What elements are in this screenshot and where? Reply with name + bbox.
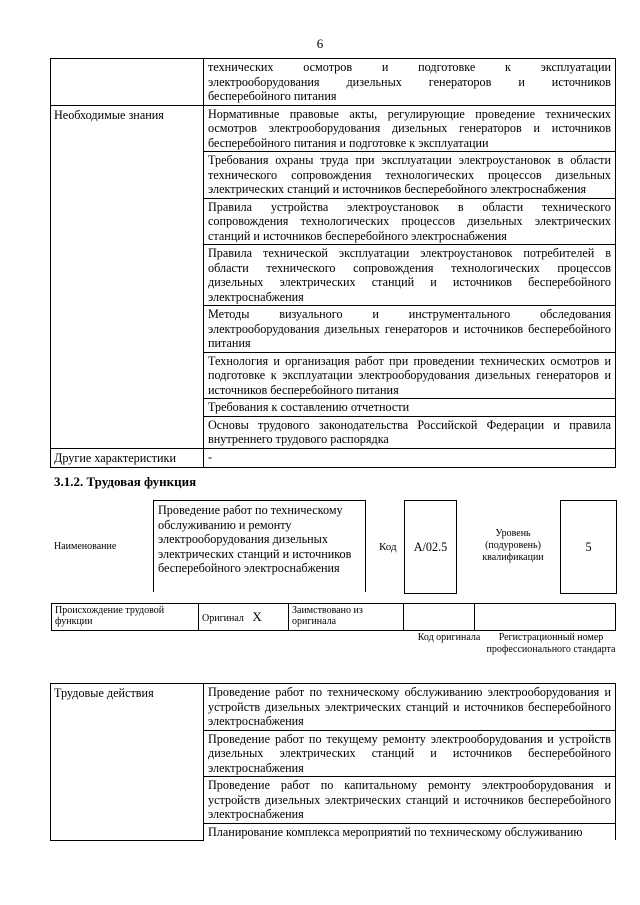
action-item: Планирование комплекса мероприятий по техническому обслуживанию — [204, 823, 616, 840]
knowledge-item: Требования к составлению отчетности — [204, 399, 616, 417]
knowledge-item: Правила технической эксплуатации электроустановок потребителей в области технического сопровождения технологических процессов дизельных электрических станций и источников бесперебойного электроснабжения — [204, 245, 616, 306]
knowledge-item: Требования охраны труда при эксплуатации электроустановок в области технического сопровождения технологических процессов дизельных электрических станций и источников бесперебойного электроснабжения — [204, 152, 616, 199]
other-label: Другие характеристики — [51, 448, 204, 468]
borrowed-label: Заимствовано из оригинала — [289, 604, 404, 631]
section-title: 3.1.2. Трудовая функция — [54, 474, 197, 489]
action-item: Проведение работ по техническому обслуживанию электрооборудования и устройств дизельных электрических станций и источников бесперебойного электроснабжения — [204, 684, 616, 731]
continuation-cell — [204, 59, 616, 106]
continuation-line: электрооборудования дизельных генераторов и источников — [208, 74, 611, 89]
knowledge-item: Основы трудового законодательства Российской Федерации и правила внутреннего трудового распорядка — [204, 416, 616, 448]
level-box: 5 — [560, 500, 617, 594]
actions-label: Трудовые действия — [51, 684, 204, 841]
action-item: Проведение работ по капитальному ремонту электрооборудования и устройств дизельных электрических станций и источников бесперебойного электроснабжения — [204, 777, 616, 824]
origin-label: Происхождение трудовой функции — [52, 604, 199, 631]
original-cell — [199, 604, 289, 631]
level-label: Уровень (подуровень) квалификации — [482, 528, 544, 563]
code-box: A/02.5 — [404, 500, 457, 594]
empty-cell — [51, 59, 204, 106]
name-label: Наименование — [54, 541, 117, 552]
knowledge-label: Необходимые знания — [51, 105, 204, 448]
knowledge-item: Технология и организация работ при проведении технических осмотров и подготовке к эксплуатации электрооборудования дизельных генераторов и источников бесперебойного питания — [204, 352, 616, 399]
page-number: 6 — [316, 36, 324, 51]
function-name-box: Проведение работ по техническому обслуживанию и ремонту электрооборудования дизельных электрических станций и источников бесперебойного электроснабжения — [153, 500, 366, 592]
action-item: Проведение работ по текущему ремонту электрооборудования и устройств дизельных электрических станций и источников бесперебойного электроснабжения — [204, 730, 616, 777]
continuation-line: бесперебойного питания — [208, 89, 337, 103]
original-mark: X — [252, 608, 262, 624]
code-label: Код — [379, 541, 397, 553]
knowledge-item: Нормативные правовые акты, регулирующие проведение технических осмотров электрооборудования дизельных генераторов и источников бесперебойного питания и подготовке к эксплуатации — [204, 105, 616, 152]
code-original-label: Код оригинала — [417, 632, 481, 643]
knowledge-item: Методы визуального и инструментального обследования электрооборудования дизельных генераторов и источников бесперебойного питания — [204, 306, 616, 353]
other-value: - — [204, 448, 616, 468]
knowledge-table — [50, 58, 616, 468]
reg-number-cell — [475, 604, 616, 631]
continuation-line: технических осмотров и подготовке к эксплуатации — [208, 60, 611, 74]
original-label: Оригинал — [202, 612, 244, 624]
knowledge-item: Правила устройства электроустановок в области технического сопровождения технологических процессов дизельных электрических станций и источников бесперебойного электроснабжения — [204, 198, 616, 245]
actions-table — [50, 683, 616, 841]
reg-number-label: Регистрационный номер профессионального стандарта — [486, 632, 616, 655]
origin-table — [51, 603, 616, 631]
code-original-cell — [404, 604, 475, 631]
